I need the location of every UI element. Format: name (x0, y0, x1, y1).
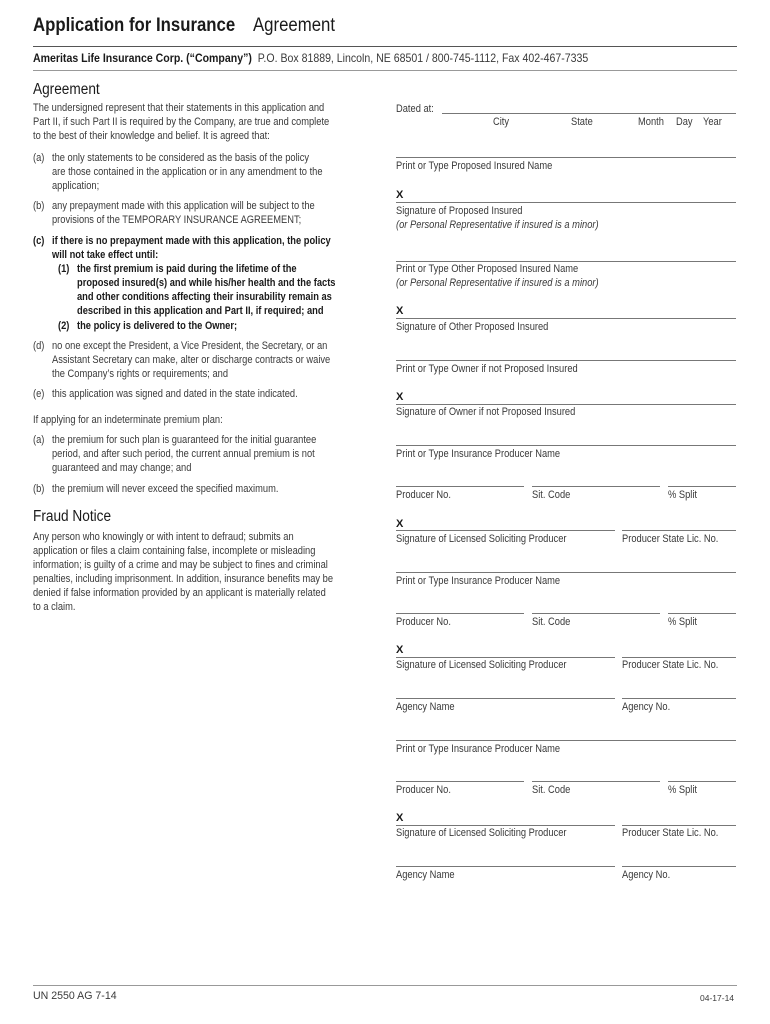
item-e-text: this application was signed and dated in the state indicated. (52, 388, 298, 400)
owner-signature-field[interactable] (396, 404, 736, 405)
item-c-marker: (c) (33, 235, 45, 247)
other-insured-name-label: Print or Type Other Proposed Insured Name (396, 263, 579, 275)
signature-x-mark: X (396, 518, 404, 530)
form-number: UN 2550 AG 7-14 (33, 990, 117, 1002)
fraud-line: to a claim. (33, 601, 76, 613)
owner-signature-label: Signature of Owner if not Proposed Insured (396, 406, 576, 418)
item-line: the premium for such plan is guaranteed for the initial guarantee (52, 434, 317, 446)
fraud-line: application or files a claim containing false, incomplete or misleading (33, 545, 316, 557)
header-rule-2 (33, 70, 737, 71)
item-line: the only statements to be considered as the basis of the policy (52, 152, 310, 164)
owner-name-field[interactable] (396, 360, 736, 361)
producer-name-label: Print or Type Insurance Producer Name (396, 448, 561, 460)
fraud-text (33, 530, 333, 614)
producer-no-label: Producer No. (396, 784, 451, 796)
prem-a-marker: (a) (33, 434, 45, 446)
company-line (33, 51, 588, 65)
item-line: and other conditions affecting their insurability remain as (77, 291, 332, 303)
agreement-intro (33, 101, 329, 143)
item-line: guaranteed and may change; and (52, 462, 192, 474)
item-line: proposed insured(s) and while his/her health and the facts (77, 277, 336, 289)
header-rule (33, 46, 737, 47)
producer-signature-label: Signature of Licensed Soliciting Producer (396, 659, 567, 671)
intro-line: Part II, if such Part II is required by the Company, are true and complete (33, 116, 330, 128)
fraud-heading: Fraud Notice (33, 508, 112, 525)
item-b-text (52, 199, 315, 227)
producer-no-field[interactable] (396, 781, 524, 782)
agency-no-field[interactable] (622, 698, 736, 699)
producer-no-label: Producer No. (396, 616, 451, 628)
item-line: provisions of the TEMPORARY INSURANCE AGREEMENT; (52, 214, 302, 226)
item-c-text (52, 234, 331, 262)
split-field[interactable] (668, 781, 736, 782)
agreement-heading: Agreement (33, 81, 100, 98)
proposed-insured-name-label: Print or Type Proposed Insured Name (396, 160, 553, 172)
split-label: % Split (668, 784, 698, 796)
signature-x-mark: X (396, 305, 404, 317)
owner-name-label: Print or Type Owner if not Proposed Insured (396, 363, 578, 375)
split-label: % Split (668, 616, 698, 628)
item-line: Assistant Secretary can make, alter or discharge contracts or waive (52, 354, 331, 366)
producer-signature-label: Signature of Licensed Soliciting Producer (396, 827, 567, 839)
item-line: are those contained in the application or in any amendment to the (52, 166, 323, 178)
producer-name-field[interactable] (396, 740, 736, 741)
producer-no-label: Producer No. (396, 489, 451, 501)
title-bold: Application for Insurance (33, 14, 236, 36)
agency-name-label: Agency Name (396, 869, 455, 881)
agency-name-field[interactable] (396, 866, 615, 867)
premium-intro: If applying for an indeterminate premium plan: (33, 414, 223, 426)
producer-signature-field[interactable] (396, 657, 615, 658)
item-line: described in this application and Part II, if required; and (77, 305, 324, 317)
item-line: period, and after such period, the current annual premium is not (52, 448, 315, 460)
day-label: Day (676, 116, 693, 128)
item-b-marker: (b) (33, 200, 45, 212)
other-insured-signature-label: Signature of Other Proposed Insured (396, 321, 549, 333)
item-a-text (52, 151, 323, 193)
agency-name-field[interactable] (396, 698, 615, 699)
agency-name-label: Agency Name (396, 701, 455, 713)
fraud-line: information; is guilty of a crime and may be subject to fines and criminal (33, 559, 328, 571)
item-line: will not take effect until: (52, 249, 159, 261)
item-line: no one except the President, a Vice President, the Secretary, or an (52, 340, 328, 352)
split-field[interactable] (668, 486, 736, 487)
item-line: any prepayment made with this application will be subject to the (52, 200, 315, 212)
producer-lic-field[interactable] (622, 657, 736, 658)
item-c2-text: the policy is delivered to the Owner; (77, 320, 238, 332)
signature-x-mark: X (396, 644, 404, 656)
sit-code-field[interactable] (532, 486, 660, 487)
producer-signature-field[interactable] (396, 825, 615, 826)
producer-lic-field[interactable] (622, 530, 736, 531)
producer-lic-label: Producer State Lic. No. (622, 827, 719, 839)
agency-no-label: Agency No. (622, 701, 671, 713)
fraud-line: denied if false information provided by an applicant is materially related (33, 587, 326, 599)
dated-at-label: Dated at: (396, 103, 434, 115)
item-e-marker: (e) (33, 388, 45, 400)
producer-no-field[interactable] (396, 613, 524, 614)
item-line: if there is no prepayment made with this application, the policy (52, 235, 331, 247)
item-line: application; (52, 180, 100, 192)
sit-code-field[interactable] (532, 781, 660, 782)
sit-code-label: Sit. Code (532, 784, 571, 796)
fraud-line: Any person who knowingly or with intent to defraud; submits an (33, 531, 294, 543)
producer-no-field[interactable] (396, 486, 524, 487)
other-insured-signature-field[interactable] (396, 318, 736, 319)
producer-signature-field[interactable] (396, 530, 615, 531)
signature-x-mark: X (396, 812, 404, 824)
company-address: P.O. Box 81889, Lincoln, NE 68501 / 800-745-1112, Fax 402-467-7335 (257, 51, 589, 65)
proposed-insured-name-field[interactable] (396, 157, 736, 158)
signature-x-mark: X (396, 189, 404, 201)
other-insured-name-field[interactable] (396, 261, 736, 262)
title-regular: Agreement (253, 14, 336, 36)
item-c1-marker: (1) (58, 263, 70, 275)
footer-rule (33, 985, 737, 986)
producer-name-field[interactable] (396, 445, 736, 446)
agency-no-field[interactable] (622, 866, 736, 867)
item-line: the first premium is paid during the lifetime of the (77, 263, 297, 275)
city-label: City (493, 116, 510, 128)
personal-rep-note: (or Personal Representative if insured is a minor) (396, 219, 599, 231)
producer-name-label: Print or Type Insurance Producer Name (396, 575, 561, 587)
personal-rep-note: (or Personal Representative if insured is a minor) (396, 277, 599, 289)
dated-at-field[interactable] (442, 113, 736, 114)
sit-code-field[interactable] (532, 613, 660, 614)
item-line: the Company’s rights or requirements; and (52, 368, 229, 380)
item-c1-text (77, 262, 335, 318)
prem-a-text (52, 433, 316, 475)
proposed-insured-signature-field[interactable] (396, 202, 736, 203)
producer-signature-label: Signature of Licensed Soliciting Producer (396, 533, 567, 545)
intro-line: to the best of their knowledge and belief. It is agreed that: (33, 130, 270, 142)
split-label: % Split (668, 489, 698, 501)
state-label: State (571, 116, 593, 128)
sit-code-label: Sit. Code (532, 489, 571, 501)
item-a-marker: (a) (33, 152, 45, 164)
producer-name-label: Print or Type Insurance Producer Name (396, 743, 561, 755)
split-field[interactable] (668, 613, 736, 614)
producer-lic-field[interactable] (622, 825, 736, 826)
prem-b-marker: (b) (33, 483, 45, 495)
sit-code-label: Sit. Code (532, 616, 571, 628)
producer-name-field[interactable] (396, 572, 736, 573)
item-d-text (52, 339, 330, 381)
signature-x-mark: X (396, 391, 404, 403)
date-code: 04-17-14 (700, 993, 735, 1003)
month-label: Month (638, 116, 664, 128)
producer-lic-label: Producer State Lic. No. (622, 533, 719, 545)
agency-no-label: Agency No. (622, 869, 671, 881)
intro-line: The undersigned represent that their statements in this application and (33, 102, 325, 114)
item-d-marker: (d) (33, 340, 45, 352)
item-c2-marker: (2) (58, 320, 70, 332)
fraud-line: penalties, including imprisonment. In addition, insurance benefits may be (33, 573, 334, 585)
proposed-insured-signature-label: Signature of Proposed Insured (396, 205, 523, 217)
producer-lic-label: Producer State Lic. No. (622, 659, 719, 671)
prem-b-text: the premium will never exceed the specified maximum. (52, 483, 279, 495)
year-label: Year (703, 116, 722, 128)
company-name: Ameritas Life Insurance Corp. (“Company”) (33, 51, 252, 65)
